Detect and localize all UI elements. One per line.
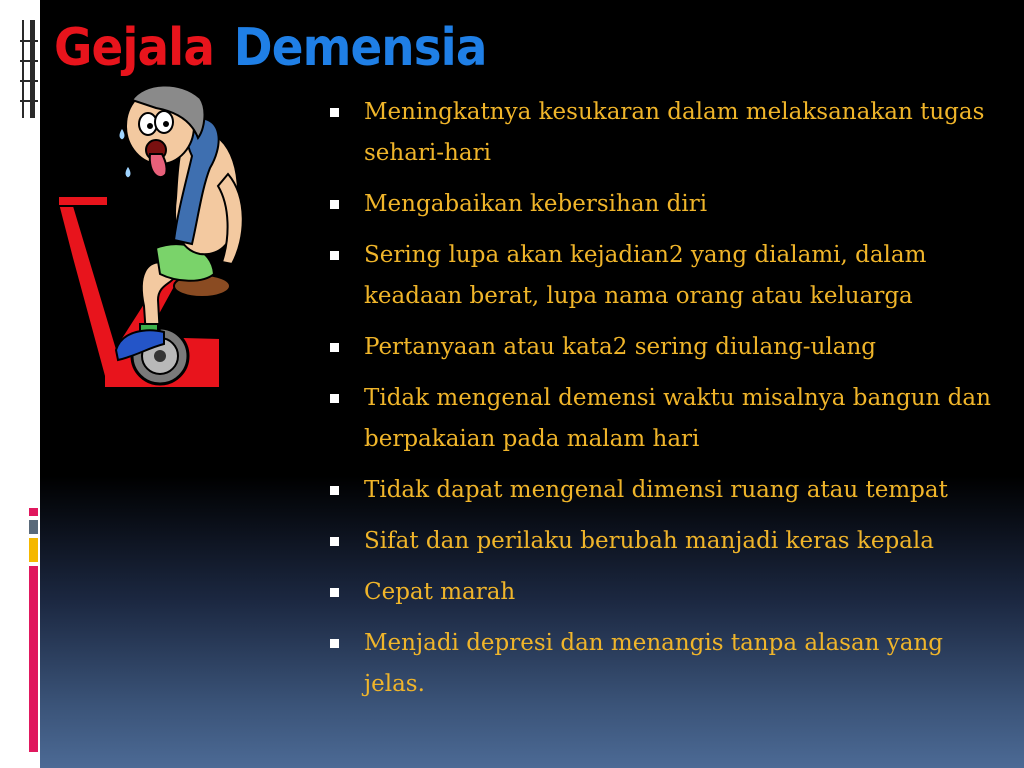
list-item-text: Sifat dan perilaku berubah manjadi keras kepala [364, 528, 934, 554]
list-item [330, 623, 1008, 705]
square-bullet-icon [330, 343, 339, 352]
list-item [330, 521, 1008, 562]
square-bullet-icon [330, 200, 339, 209]
list-item-text: Tidak mengenal demensi waktu misalnya bangun dan berpakaian pada malam hari [364, 385, 991, 452]
square-bullet-icon [330, 486, 339, 495]
list-item [330, 235, 1008, 317]
title-word-demensia: Demensia [233, 18, 487, 78]
decor-line [20, 80, 38, 82]
list-item [330, 184, 1008, 225]
decor-block-pink [29, 508, 38, 516]
decor-block-pink-long [29, 566, 38, 752]
decor-line [20, 60, 38, 62]
square-bullet-icon [330, 537, 339, 546]
list-item [330, 92, 1008, 174]
list-item [330, 470, 1008, 511]
list-item-text: Tidak dapat mengenal dimensi ruang atau tempat [364, 477, 948, 503]
list-item [330, 327, 1008, 368]
list-item [330, 378, 1008, 460]
list-item [330, 572, 1008, 613]
decor-line [22, 20, 24, 118]
slide-title [54, 8, 487, 88]
square-bullet-icon [330, 639, 339, 648]
list-item-text: Menjadi depresi dan menangis tanpa alasan yang jelas. [364, 630, 944, 697]
left-decor-strip [0, 0, 40, 768]
title-word-gejala: Gejala [54, 18, 215, 78]
list-item-text: Meningkatnya kesukaran dalam melaksanakan tugas sehari-hari [364, 99, 985, 166]
square-bullet-icon [330, 394, 339, 403]
list-item-text: Cepat marah [364, 579, 516, 605]
decor-block-gray [29, 520, 38, 534]
decor-bar [30, 20, 35, 118]
decor-line [20, 40, 38, 42]
square-bullet-icon [330, 588, 339, 597]
decor-line [20, 100, 38, 102]
decor-block-gold [29, 538, 38, 562]
symptom-list [330, 92, 1008, 715]
list-item-text: Pertanyaan atau kata2 sering diulang-ulang [364, 334, 876, 360]
square-bullet-icon [330, 251, 339, 260]
list-item-text: Mengabaikan kebersihan diri [364, 191, 708, 217]
list-item-text: Sering lupa akan kejadian2 yang dialami, dalam keadaan berat, lupa nama orang atau keluarga [364, 242, 927, 309]
exhausted-man-on-bike-illustration [52, 78, 252, 396]
square-bullet-icon [330, 108, 339, 117]
